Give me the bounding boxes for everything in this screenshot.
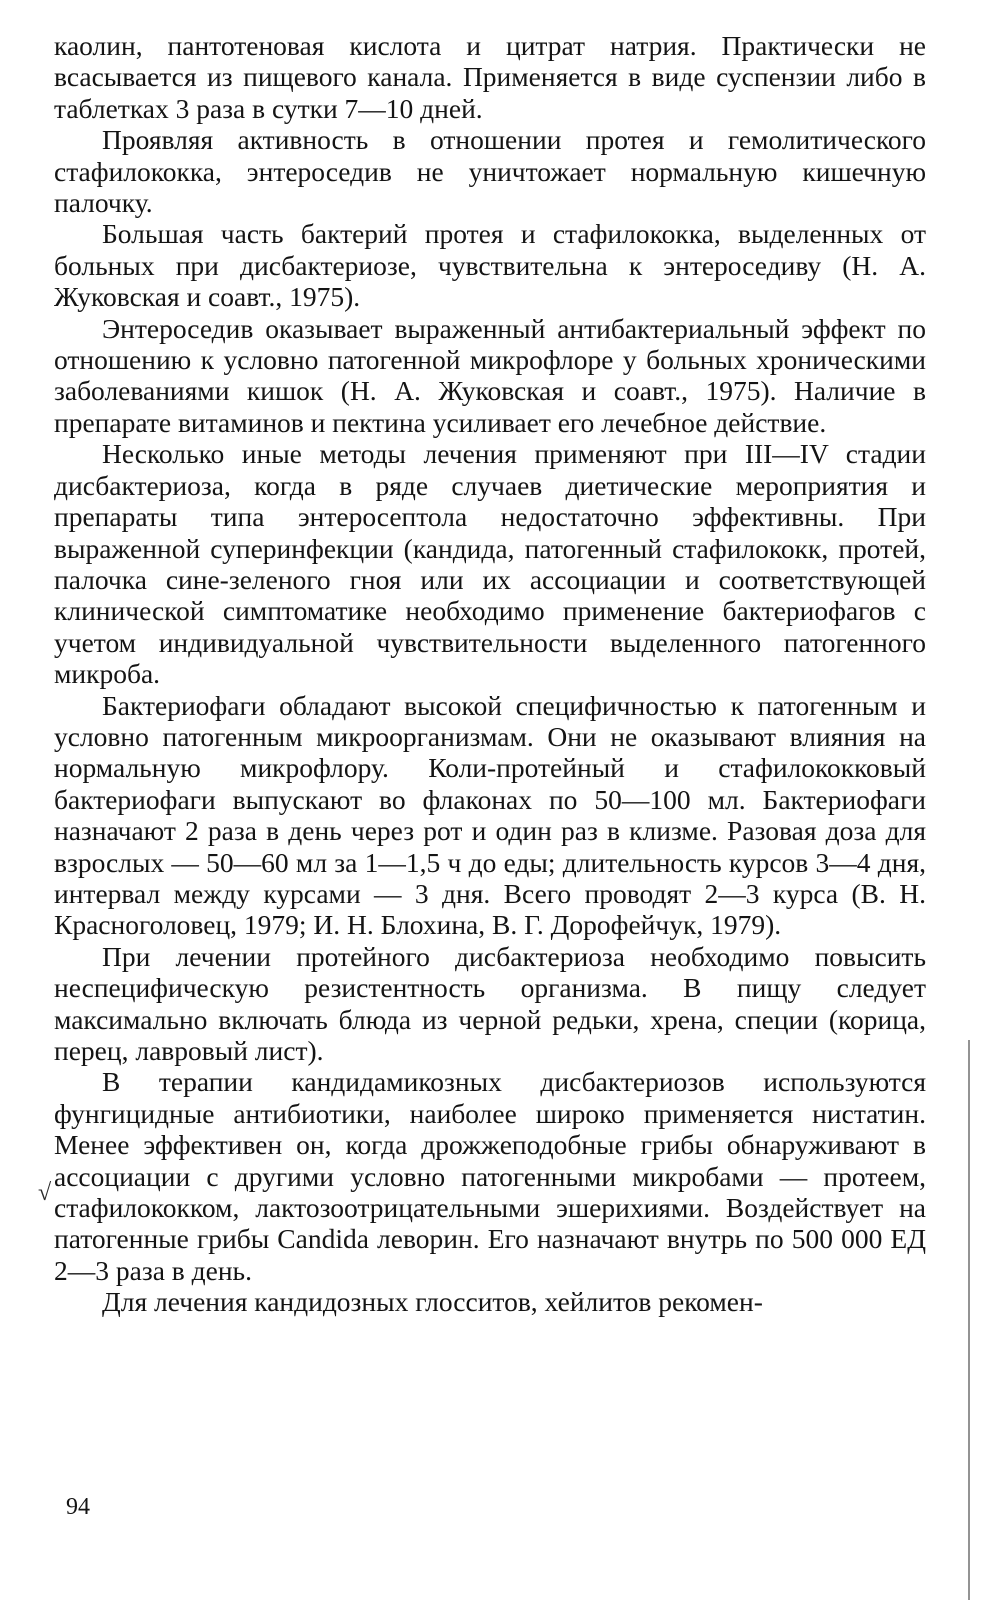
paragraph-7: При лечении протейного дисбактериоза необходимо повысить неспецифическую резистентность организма. В пищу следует максимально включать блюда из черной редьки, хрена, специи (корица, перец, лавровый лист). [54, 940, 926, 1066]
paragraph-2: Проявляя активность в отношении протея и гемолитического стафилококка, энтероседив не уничтожает нормальную кишечную палочку. [54, 124, 926, 219]
paragraph-8: В терапии кандидамикозных дисбактериозов используются фунгицидные антибиотики, наиболее широко применяется нистатин. Менее эффективен он, когда дрожжеподобные грибы обнаруживают в ассоциации с другими условно патогенными микробами — протеем, стафилококком, лактозоотрицательными эшерихиями. Воздействует на патогенные грибы Candida леворин. Его назначают внутрь по 500 000 ЕД 2—3 раза в день. [54, 1066, 926, 1286]
page-edge-shadow [968, 1040, 970, 1600]
page-number: 94 [66, 1494, 90, 1520]
page-body [54, 30, 926, 1318]
paragraph-6: Бактериофаги обладают высокой специфичностью к патогенным и условно патогенным микроорганизмам. Они не оказывают влияния на нормальную микрофлору. Коли-протейный и стафилококковый бактериофаги выпускают во флаконах по 50—100 мл. Бактериофаги назначают 2 раза в день через рот и один раз в клизме. Разовая доза для взрослых — 50—60 мл за 1—1,5 ч до еды; длительность курсов 3—4 дня, интервал между курсами — 3 дня. Всего проводят 2—3 курса (В. Н. Красноголовец, 1979; И. Н. Блохина, В. Г. Дорофейчук, 1979). [54, 689, 926, 941]
handwritten-check-mark: √ [38, 1180, 52, 1206]
paragraph-1: каолин, пантотеновая кислота и цитрат натрия. Практически не всасывается из пищевого канала. Применяется в виде суспензии либо в таблетках 3 раза в сутки 7—10 дней. [54, 30, 926, 124]
paragraph-4: Энтероседив оказывает выраженный антибактериальный эффект по отношению к условно патогенной микрофлоре у больных хроническими заболеваниями кишок (Н. А. Жуковская и соавт., 1975). Наличие в препарате витаминов и пектина усиливает его лечебное действие. [54, 312, 926, 438]
paragraph-5: Несколько иные методы лечения применяют при III—IV стадии дисбактериоза, когда в ряде случаев диетические мероприятия и препараты типа энтеросептола недостаточно эффективны. При выраженной суперинфекции (кандида, патогенный стафилококк, протей, палочка сине-зеленого гноя или их ассоциации и соответствующей клинической симптоматике необходимо применение бактериофагов с учетом индивидуальной чувствительности выделенного патогенного микроба. [54, 438, 926, 690]
paragraph-9: Для лечения кандидозных глосситов, хейлитов рекомен- [102, 1286, 763, 1318]
paragraph-3: Большая часть бактерий протея и стафилококка, выделенных от больных при дисбактериозе, чувствительна к энтероседиву (Н. А. Жуковская и соавт., 1975). [54, 218, 926, 313]
